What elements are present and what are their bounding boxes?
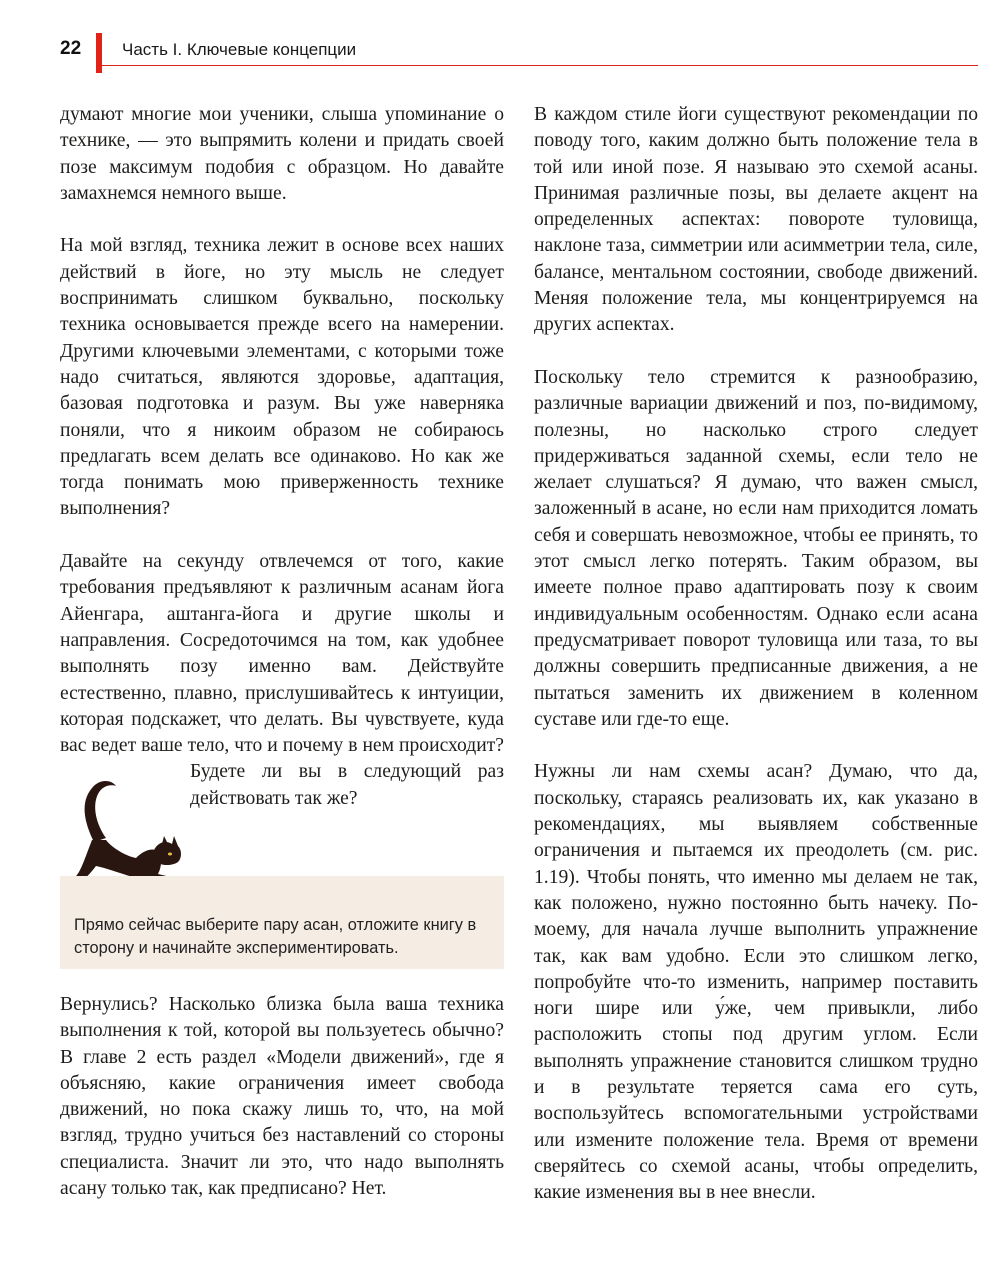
left-column-continued xyxy=(60,992,504,1202)
header-accent-bar xyxy=(96,33,102,73)
tip-text: Прямо сейчас выберите пару асан, отложите книгу в сторону и начинайте экспериментировать. xyxy=(74,916,477,957)
page-number: 22 xyxy=(60,38,82,59)
right-column xyxy=(534,102,978,1233)
page-header xyxy=(0,0,1000,80)
paragraph: Нужны ли нам схемы асан? Думаю, что да, поскольку, стараясь реализовать их, как указано в рекомендациях, мы выявляем собственные ограничения и пытаемся их преодолеть (см. рис. 1.19). Чтобы понять, что именно мы делаем не так, как положено, нужно постоянно быть начеку. По-моему, для начала лучше выполнить упражнение так, как вам удобно. Если это слишком легко, попробуйте что-то изменить, например поставить ноги шире или у́же, чем привыкли, либо расположить стопы под другим углом. Если выполнять упражнение становится слишком трудно и в результате теряется сама его суть, воспользуйтесь вспомогательными устройствами или измените положение тела. Время от времени сверяйтесь со схемой асаны, чтобы определить, какие изменения вы в нее внесли. xyxy=(534,761,978,1204)
paragraph: Поскольку тело стремится к разнообразию, различные вариации движений и поз, по-видимому, полезны, но насколько строго следует придерживаться заданной схемы, если тело не желает слушаться? Я думаю, что важен смысл, заложенный в асане, но если нам приходится ломать себя и совершать невозможное, чтобы ее принять, то этот смысл легко потерять. Таким образом, вы имеете полное право адаптировать позу к своим индивидуальным особенностям. Однако если асана предусматривает поворот туловища или таза, то вы должны совершить предписанные движения, а не пытаться заменить их движением в коленном суставе или где-то еще. xyxy=(534,366,978,730)
paragraph: Давайте на секунду отвлечемся от того, какие требования предъявляют к различным асанам йога Айенгара, аштанга-йога и другие школы и направления. Сосредоточимся на том, как удобнее выполнять позу именно вам. Действуйте естественно, плавно, прислушивайтесь к интуиции, которая подскажет, что делать. Вы чувствуете, куда вас ведет ваше тело, что и почему в нем происходит? Будете ли вы в следующий раз действовать так же? xyxy=(60,551,504,809)
header-rule xyxy=(102,65,978,66)
paragraph: Вернулись? Насколько близка была ваша техника выполнения к той, которой вы пользуетесь обычно? В главе 2 есть раздел «Модели движений», где я объясняю, какие ограничения имеет свобода движений, но пока скажу лишь то, что, на мой взгляд, трудно учиться без наставлений со стороны специалиста. Значит ли это, что надо выполнять асану только так, как предписано? Нет. xyxy=(60,994,504,1200)
left-column xyxy=(60,102,504,830)
paragraph: На мой взгляд, техника лежит в основе всех наших действий в йоге, но эту мысль не следует воспринимать слишком буквально, поскольку техника основывается прежде всего на намерении. Другими ключевыми элементами, с которыми тоже надо считаться, являются здоровье, адаптация, базовая подготовка и разум. Вы уже наверняка поняли, что я никоим образом не собираюсь предлагать всем делать все одинаково. Но как же тогда понимать мою приверженность технике выполнения? xyxy=(60,235,504,520)
paragraph: думают многие мои ученики, слыша упоминание о технике, — это выпрямить колени и придать своей позе максимум подобия с образцом. Но давайте замахнемся немного выше. xyxy=(60,104,504,204)
paragraph: В каждом стиле йоги существуют рекомендации по поводу того, каким должно быть положение тела в той или иной позе. Я называю это схемой асаны. Принимая различные позы, вы делаете акцент на определенных аспектах: повороте туловища, наклоне таза, симметрии или асимметрии тела, силе, балансе, ментальном состоянии, свободе движений. Меняя положение тела, мы концентрируемся на других аспектах. xyxy=(534,104,978,336)
chapter-title: Часть I. Ключевые концепции xyxy=(122,40,357,59)
tip-box xyxy=(60,876,504,969)
